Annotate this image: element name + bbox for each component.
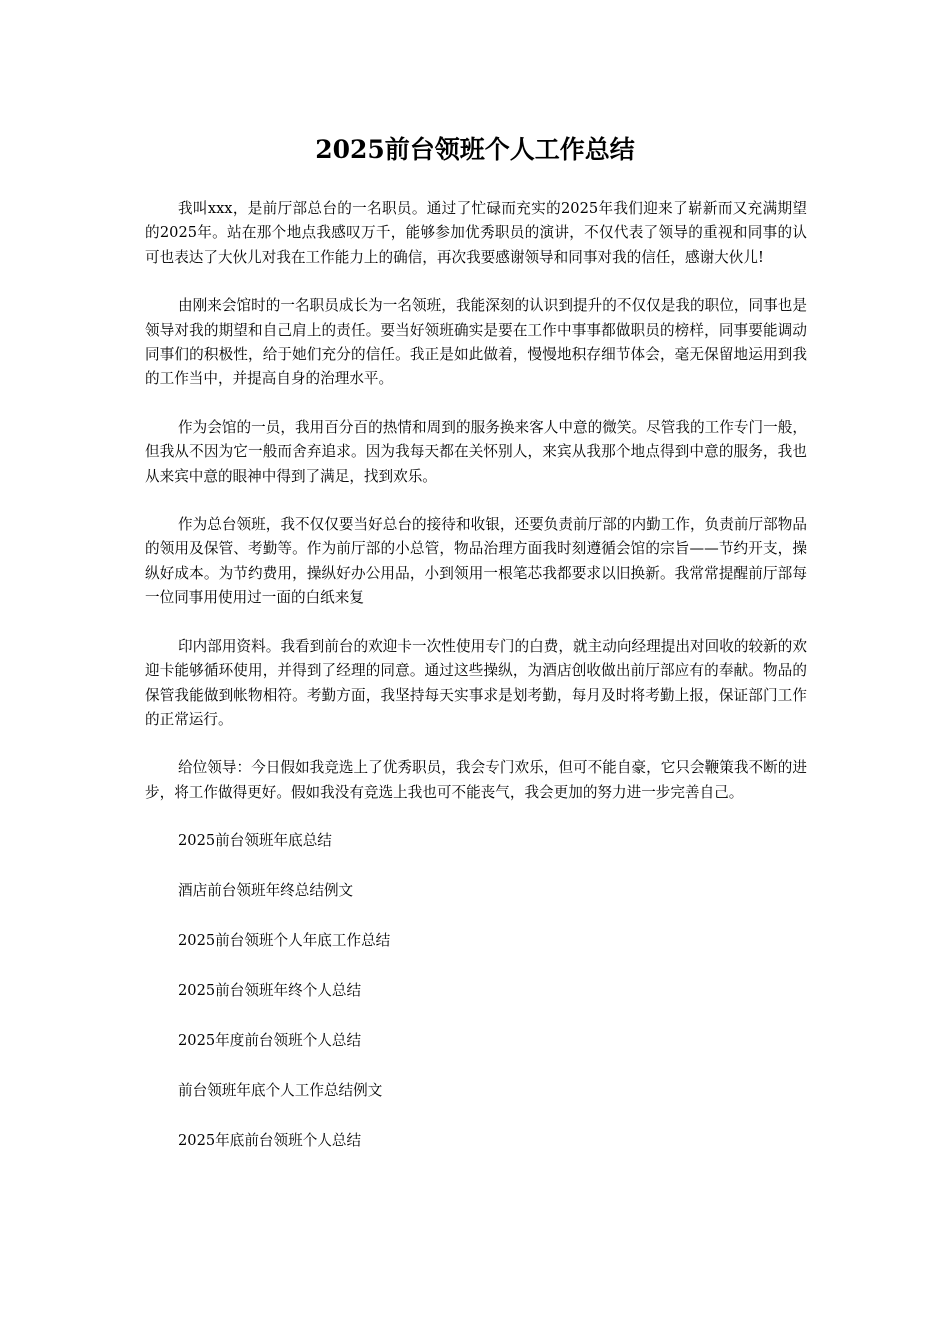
paragraph-duties-continued: 印内部用资料。我看到前台的欢迎卡一次性使用专门的白费，就主动向经理提出对回收的较新的欢迎卡能够循环使用，并得到了经理的同意。通过这些操纵，为酒店创收做出前厅部应有的奉献。物品的保管我能做到帐物相符。考勤方面，我坚持每天实事求是划考勤，每月及时将考勤上报，保证部门工作的正常运行。 [145, 637, 807, 728]
document-title: 2025前台领班个人工作总结 [315, 135, 635, 164]
related-link[interactable]: 2025前台领班个人年底工作总结 [178, 932, 391, 950]
related-link[interactable]: 酒店前台领班年终总结例文 [178, 882, 354, 900]
paragraph-intro: 我叫xxx，是前厅部总台的一名职员。通过了忙碌而充实的2025年我们迎来了崭新而又充满期望的2025年。站在那个地点我感叹万千，能够参加优秀职员的演讲，不仅代表了领导的重视和同事的认可也表达了大伙儿对我在工作能力上的确信，再次我要感谢领导和同事对我的信任，感谢大伙儿! [145, 200, 807, 266]
related-link[interactable]: 前台领班年底个人工作总结例文 [178, 1082, 383, 1100]
paragraph-closing: 给位领导：今日假如我竞选上了优秀职员，我会专门欢乐，但可不能自豪，它只会鞭策我不断的进步，将工作做得更好。假如我没有竞选上我也可不能丧气，我会更加的努力进一步完善自己。 [145, 759, 807, 801]
paragraph-service: 作为会馆的一员，我用百分百的热情和周到的服务换来客人中意的微笑。尽管我的工作专门一般，但我从不因为它一般而舍弃追求。因为我每天都在关怀别人，来宾从我那个地点得到中意的服务，我也从来宾中意的眼神中得到了满足，找到欢乐。 [145, 418, 807, 485]
related-link[interactable]: 2025年底前台领班个人总结 [178, 1132, 362, 1150]
related-link[interactable]: 2025前台领班年终个人总结 [178, 982, 362, 1000]
paragraph-duties: 作为总台领班，我不仅仅要当好总台的接待和收银，还要负责前厅部的内勤工作，负责前厅部物品的领用及保管、考勤等。作为前厅部的小总管，物品治理方面我时刻遵循会馆的宗旨——节约开支，操纵好成本。为节约费用，操纵好办公用品，小到领用一根笔芯我都要求以旧换新。我常常提醒前厅部每一位同事用使用过一面的白纸来复 [145, 516, 807, 607]
document-body [145, 197, 807, 1179]
related-links-list [145, 829, 807, 1153]
paragraph-growth: 由刚来会馆时的一名职员成长为一名领班，我能深刻的认识到提升的不仅仅是我的职位，同事也是领导对我的期望和自己肩上的责任。要当好领班确实是要在工作中事事都做职员的榜样，同事要能调动同事们的积极性，给于她们充分的信任。我正是如此做着，慢慢地积存细节体会，毫无保留地运用到我的工作当中，并提高自身的治理水平。 [145, 297, 807, 388]
related-link[interactable]: 2025年度前台领班个人总结 [178, 1032, 362, 1050]
related-link[interactable]: 2025前台领班年底总结 [178, 832, 332, 850]
